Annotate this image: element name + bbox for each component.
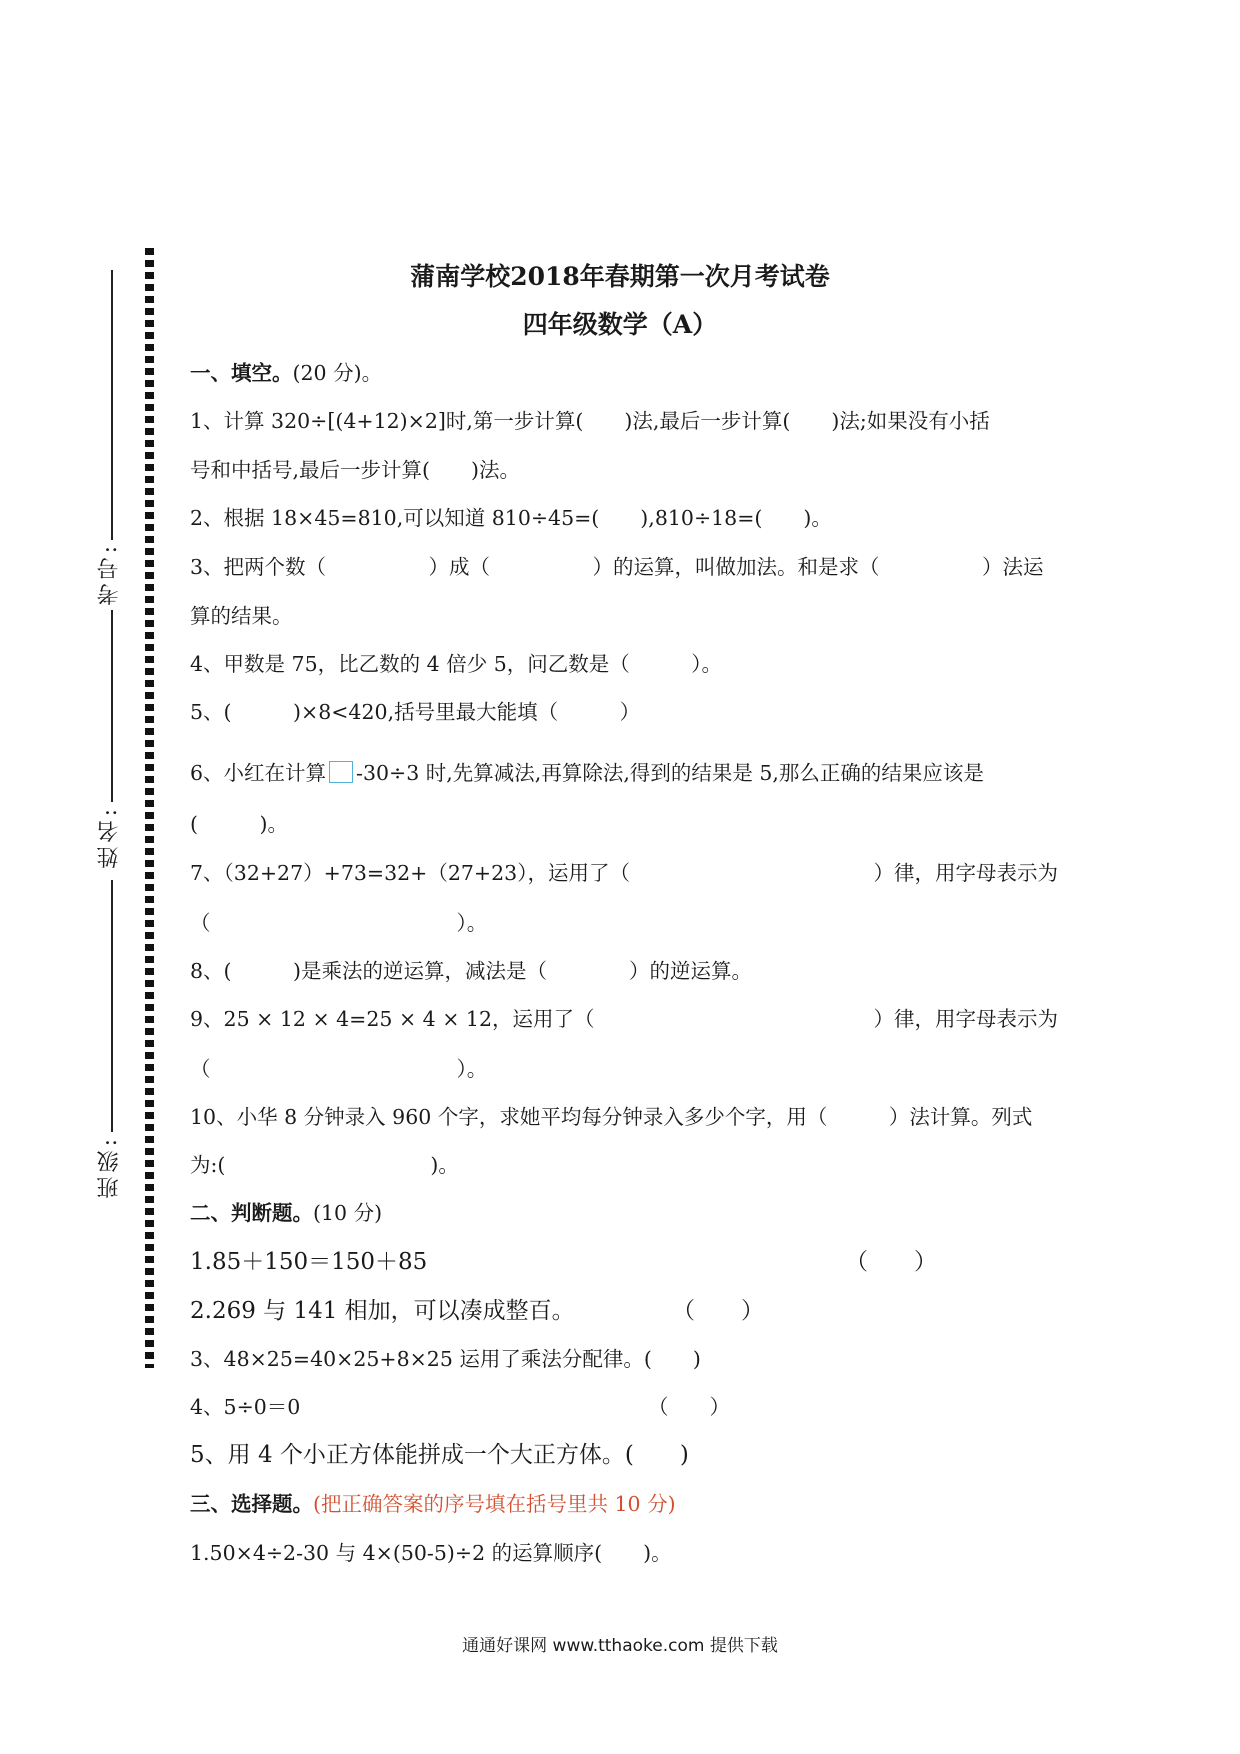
section2-title: 二、判断题。 — [190, 1201, 313, 1225]
judge-item-5 — [190, 1436, 689, 1469]
judge-item-4-text: 4、5÷0＝0 — [190, 1395, 301, 1419]
exam-number-label: 考号: — [97, 542, 122, 606]
name-line — [111, 610, 113, 802]
judge-item-4-paren: （ ） — [648, 1395, 730, 1419]
q7-line1 — [190, 856, 1058, 886]
section1-score: (20 分)。 — [292, 361, 383, 385]
q2-line: 2、根据 18×45=810,可以知道 810÷45=( ),810÷18=( )。 — [190, 506, 832, 530]
section2-score: (10 分) — [313, 1201, 383, 1225]
class-label: 班级: — [97, 1135, 122, 1199]
section3-title: 三、选择题。 — [190, 1492, 313, 1516]
blank-box — [329, 761, 353, 783]
q1-line2: 号和中括号,最后一步计算( )法。 — [190, 458, 521, 482]
judge-item-2 — [190, 1292, 764, 1325]
judge-item-3-text: 3、48×25=40×25+8×25 运用了乘法分配律。 — [190, 1347, 644, 1371]
q6-line1 — [190, 756, 984, 786]
choice-q1: 1.50×4÷2-30 与 4×(50-5)÷2 的运算顺序( )。 — [190, 1541, 672, 1565]
section3-note: (把正确答案的序号填在括号里共 10 分) — [313, 1492, 676, 1516]
q6-line2: ( )。 — [190, 812, 288, 836]
q6-text-end: -30÷3 时,先算减法,再算除法,得到的结果是 5,那么正确的结果应该是 — [356, 761, 984, 785]
q6-text-start: 6、小红在计算 — [190, 761, 327, 785]
q3-line1: 3、把两个数（ ）成（ ）的运算，叫做加法。和是求（ ）法运 — [190, 555, 1044, 579]
q1-line1: 1、计算 320÷[(4+12)×2]时,第一步计算( )法,最后一步计算( )法;如果没有小括 — [190, 409, 990, 433]
exam-title: 蒲南学校2018年春期第一次月考试卷 — [410, 262, 830, 291]
q3-line2: 算的结果。 — [190, 604, 293, 628]
q7-text-end: ）律，用字母表示为 — [873, 861, 1058, 885]
class-field — [95, 880, 125, 1200]
judge-item-2-text: 2.269 与 141 相加，可以凑成整百。 — [190, 1298, 575, 1324]
q9-text-start: 9、25 × 12 × 4=25 × 4 × 12，运用了（ — [190, 1007, 595, 1031]
judge-item-5-paren: ( ) — [624, 1442, 689, 1468]
q9-justified — [190, 1002, 1058, 1032]
class-line — [111, 880, 113, 1132]
judge-item-4 — [190, 1390, 730, 1420]
judge-item-5-text: 5、用 4 个小正方体能拼成一个大正方体。 — [190, 1442, 625, 1468]
q10-line2: 为:( )。 — [190, 1153, 459, 1177]
q9-line2: （ ）。 — [190, 1057, 488, 1081]
q10-line1: 10、小华 8 分钟录入 960 个字，求她平均每分钟录入多少个字，用（ ）法计算。列式 — [190, 1105, 1033, 1129]
section2-heading — [190, 1196, 382, 1226]
q7-text-start: 7、（32+27）+73=32+（27+23），运用了（ — [190, 861, 630, 885]
q7-justified — [190, 856, 1058, 886]
judge-item-3 — [190, 1342, 701, 1372]
judge-item-1-paren: （ ） — [845, 1249, 937, 1275]
judge-item-1 — [190, 1243, 937, 1276]
q9-line1 — [190, 1002, 1058, 1032]
binding-dotted-line — [145, 248, 154, 1368]
page-footer: 通通好课网 www.tthaoke.com 提供下载 — [462, 1636, 778, 1656]
q7-line2: （ ）。 — [190, 911, 488, 935]
judge-item-1-text: 1.85＋150＝150＋85 — [190, 1249, 428, 1275]
section1-title: 一、填空。 — [190, 361, 293, 385]
judge-item-2-paren: （ ） — [672, 1298, 764, 1324]
q8-line: 8、( )是乘法的逆运算，减法是（ ）的逆运算。 — [190, 959, 753, 983]
name-label: 姓名: — [97, 805, 122, 869]
q4-line: 4、甲数是 75，比乙数的 4 倍少 5，问乙数是（ ）。 — [190, 652, 723, 676]
judge-item-3-paren: ( ) — [643, 1347, 701, 1371]
exam-subtitle: 四年级数学（A） — [522, 310, 718, 339]
q5-line: 5、( )×8<420,括号里最大能填（ ） — [190, 700, 641, 724]
section1-heading — [190, 356, 382, 386]
section3-heading — [190, 1487, 676, 1517]
q9-text-end: ）律，用字母表示为 — [873, 1007, 1058, 1031]
name-field — [95, 610, 125, 870]
